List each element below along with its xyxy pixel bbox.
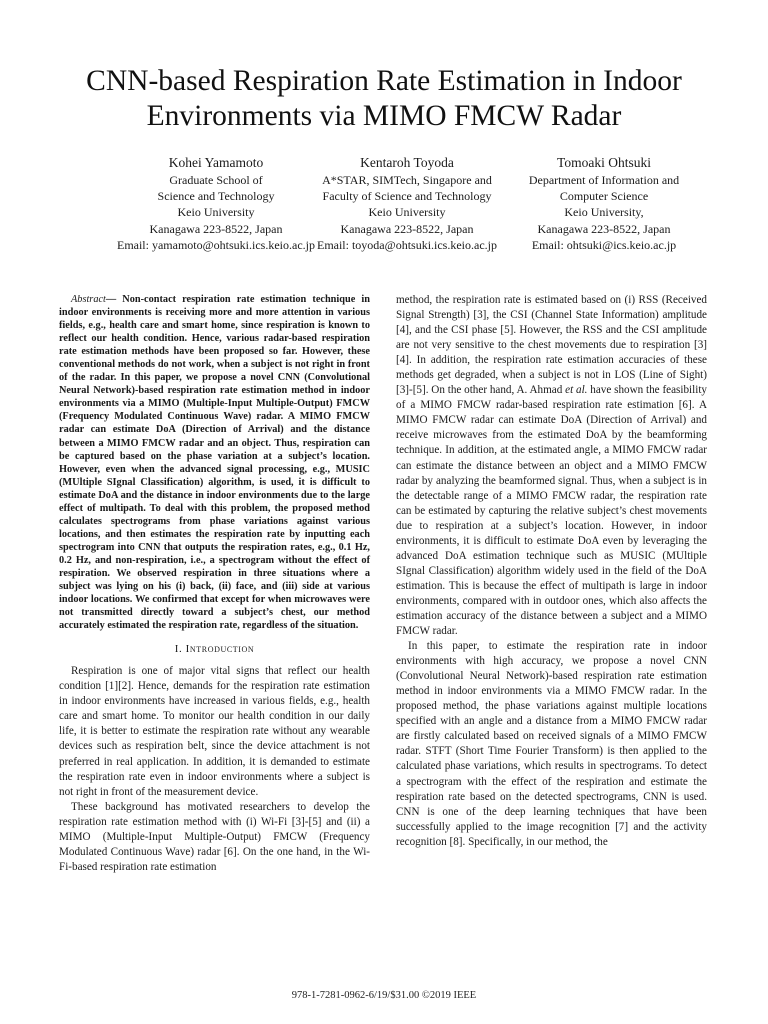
- author-affiliation-line: Keio University,: [564, 205, 644, 220]
- author-name: Kentaroh Toyoda: [360, 155, 454, 170]
- intro-paragraph-1: Respiration is one of major vital signs that reflect our health condition [1][2]. Hence, demands for the respiration rate estimation in indoor environments have increased in various fields, e.g., health care and smart home. To monitor our health condition in our daily life, it is better to estimate the respiration rate without any wearable devices such as respiration belt, since the device attachment is not preferred in real application. In addition, it is demanded to estimate the respiration rate even in indoor environments where a subject is not right in front of the measurement device.: [59, 665, 370, 798]
- right-paragraph-2: In this paper, to estimate the respiration rate in indoor environments with high accuracy, we propose a novel CNN (Convolutional Neural Network)-based respiration rate estimation method in indoor environments via a MIMO FMCW radar. In the proposed method, the phase variations against multiple locations specified with an angle and a distance from a MIMO FMCW radar are firstly calculated based on received signals of a MIMO FMCW radar. STFT (Short Time Fourier Transform) is then applied to the calculated phase variations, which results in spectrograms. To detect a spectrogram with the effect of the respiration and estimate the respiration rate based on the detected spectrograms, CNN is used. CNN is one of the deep learning techniques that have been successfully applied to the image recognition [7] and the activity recognition [8]. Specifically, in our method, the: [396, 640, 707, 848]
- paper-title-line-1: CNN-based Respiration Rate Estimation in Indoor: [86, 65, 682, 97]
- author-affiliation-line: A*STAR, SIMTech, Singapore and: [322, 173, 492, 187]
- paper-title-line-2: Environments via MIMO FMCW Radar: [146, 100, 622, 132]
- author-affiliation-line: Kanagawa 223-8522, Japan: [537, 221, 671, 236]
- copyright-footer: 978-1-7281-0962-6/19/$31.00 ©2019 IEEE: [291, 990, 477, 1001]
- section-heading-introduction: I. Introduction: [174, 643, 255, 656]
- author-affiliation-line: Kanagawa 223-8522, Japan: [149, 221, 283, 236]
- author-name: Kohei Yamamoto: [168, 155, 264, 170]
- author-email: Email: yamamoto@ohtsuki.ics.keio.ac.jp: [116, 237, 315, 252]
- et-al-italic: et al.: [565, 384, 588, 397]
- author-affiliation-line: Computer Science: [559, 189, 649, 204]
- author-affiliation-line: Faculty of Science and Technology: [322, 189, 492, 204]
- right-paragraph-1-part-b: have shown the feasibility of a MIMO FMCW radar-based respiration rate estimation [6]. A MIMO FMCW radar can estimate DoA (Direction of Arrival) and receive microwaves from the estimated DoA by the beamforming technique. In addition, at the estimated angle, a MIMO FMCW radar can estimate the distance between an object and a MIMO FMCW radar by analyzing the beamformed signal. Thus, when a subject is in the detectable range of a MIMO FMCW radar, the respiration rate can be estimated by capturing the relative subject’s chest movements due to respiration at a subject’s location. However, in indoor environments, it is difficult to estimate DoA even by leveraging the advanced DoA estimation technique such as MUSIC (MUltiple SIgnal Classification) algorithm widely used in the field of the DoA estimation. This is because the effect of multipath is large in indoor environments, compared with in outdoor ones, which also affects the estimation accuracy of the distance between a subject and a MIMO FMCW radar.: [396, 384, 707, 638]
- author-email: Email: ohtsuki@ics.keio.ac.jp: [531, 237, 677, 252]
- abstract-lead: Abstract: [71, 294, 106, 305]
- author-affiliation-line: Department of Information and: [528, 173, 680, 187]
- right-paragraph-1: [396, 293, 707, 639]
- author-email: Email: toyoda@ohtsuki.ics.keio.ac.jp: [316, 237, 498, 252]
- author-affiliation-line: Science and Technology: [157, 189, 275, 204]
- abstract: [59, 293, 370, 632]
- author-block-3: [479, 154, 729, 253]
- author-name: Tomoaki Ohtsuki: [557, 155, 651, 170]
- abstract-text: — Non-contact respiration rate estimation technique in indoor environments is receiving more and more attention in various fields, e.g., health care and smart home, since respiration is known to reflect our health condition. Hence, various radar-based respiration rate estimation methods have been proposed so far. However, these conventional methods do not work, when a subject is not right in front of the radar. In this paper, we propose a novel CNN (Convolutional Neural Network)-based respiration rate estimation method in indoor environments via a MIMO (Multiple-Input Multiple-Output) FMCW (Frequency Modulated Continuous Wave) radar. A MIMO FMCW radar can estimate DoA (Direction of Arrival) and the distance between a MIMO FMCW radar and an object. Thus, respiration can be captured based on the phase variation at a subject’s location. However, even when the advanced signal processing, e.g., MUSIC (MUltiple SIgnal Classification) algorithm, is used, it is difficult to estimate DoA and the distance in indoor environments due to the large effect of multipath. To deal with this problem, the proposed method calculates spectrograms from phase variations against various locations, and then estimates the respiration rate by inputting each spectrogram into CNN that outputs the respiration rates, e.g., 0.1 Hz, 0.2 Hz, and non-respiration, i.e., a spectrogram without the effect of respiration. We observed respiration in three situations where a subject was lying on his (i) back, (ii) face, and (iii) side at various indoor locations. We confirmed that except for when microwaves were not transmitted directly toward a subject’s chest, our method accurately estimated the respiration rate, regardless of the situation.: [59, 294, 370, 632]
- author-affiliation-line: Keio University: [368, 205, 446, 220]
- left-column: [59, 293, 370, 875]
- intro-paragraph-2: These background has motivated researchers to develop the respiration rate estimation method with (i) Wi-Fi [3]-[5] and (ii) a MIMO (Multiple-Input Multiple-Output) FMCW (Frequency Modulated Continuous Wave) radar [6]. On the one hand, in the Wi-Fi-based respiration rate estimation: [59, 800, 370, 873]
- author-affiliation-line: Kanagawa 223-8522, Japan: [340, 221, 474, 236]
- paper-title: [40, 64, 728, 134]
- right-column: [396, 293, 707, 850]
- author-affiliation-line: Graduate School of: [169, 173, 263, 187]
- author-affiliation-line: Keio University: [177, 205, 255, 220]
- right-paragraph-1-part-a: method, the respiration rate is estimated based on (i) RSS (Received Signal Strength) [3], the CSI (Channel State Information) amplitude [4], and the CSI phase [5]. However, the RSS and the CSI amplitude are not very sensitive to the chest movements due to respiration [3][4]. In addition, the respiration rate estimation accuracies of these methods get degraded, when a subject is not in LOS (Line of Sight) [3]-[5]. On the other hand, A. Ahmad: [396, 294, 707, 397]
